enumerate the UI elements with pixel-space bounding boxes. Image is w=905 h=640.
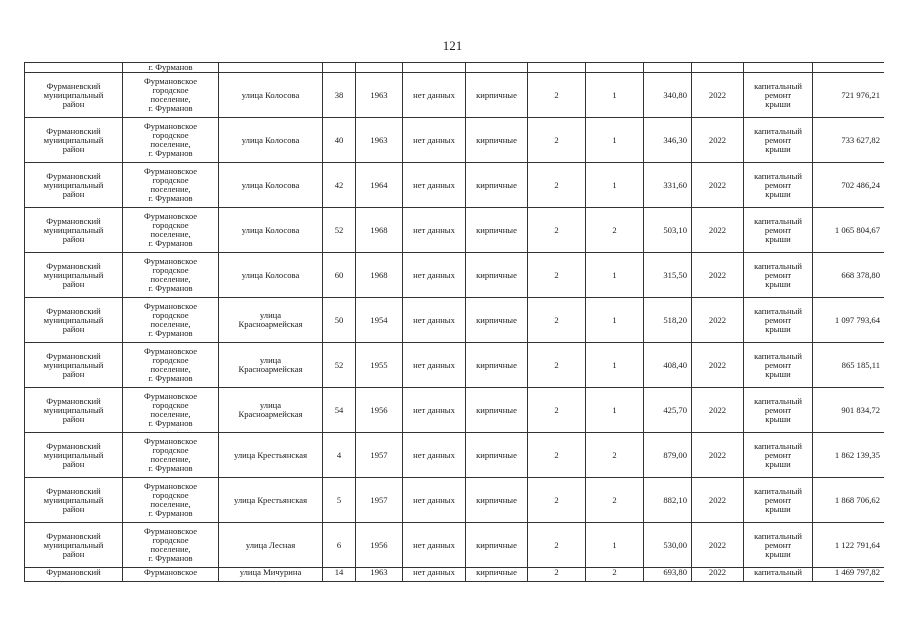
cell-settlement: Фурмановское городское поселение, г. Фурманов <box>123 208 219 253</box>
cell-walls: кирпичные <box>466 433 528 478</box>
table-row <box>25 523 885 568</box>
page-number: 121 <box>442 38 463 53</box>
cell-cost: 721 976,21 <box>813 73 885 118</box>
cell-entrances: 2 <box>586 568 644 582</box>
cell-district: Фурмановский муниципальный район <box>25 478 123 523</box>
cell-district: Фурмановский муниципальный район <box>25 343 123 388</box>
cell-house: 4 <box>323 433 356 478</box>
table-row <box>25 208 885 253</box>
cell-floors: 2 <box>528 523 586 568</box>
cell-walls: кирпичные <box>466 523 528 568</box>
table-row <box>25 388 885 433</box>
cell-plan-year: 2022 <box>692 163 744 208</box>
cell-street: улица Мичурина <box>219 568 323 582</box>
cell-area <box>644 63 692 73</box>
cell-series: нет данных <box>403 208 466 253</box>
cell-settlement: Фурмановское городское поселение, г. Фурманов <box>123 388 219 433</box>
cell-cost: 1 065 804,67 <box>813 208 885 253</box>
cell-floors: 2 <box>528 253 586 298</box>
cell-street: улица Колосова <box>219 163 323 208</box>
cell-district: Фурманевский муниципальный район <box>25 73 123 118</box>
table-body <box>25 63 885 582</box>
table-row <box>25 73 885 118</box>
cell-walls: кирпичные <box>466 478 528 523</box>
cell-work: капитальный ремонт крыши <box>744 523 813 568</box>
cell-cost: 1 097 793,64 <box>813 298 885 343</box>
cell-district: Фурмановский муниципальный район <box>25 118 123 163</box>
cell-floors: 2 <box>528 343 586 388</box>
cell-plan-year: 2022 <box>692 73 744 118</box>
cell-walls: кирпичные <box>466 73 528 118</box>
cell-entrances: 1 <box>586 343 644 388</box>
cell-cost: 702 486,24 <box>813 163 885 208</box>
cell-year: 1963 <box>356 568 403 582</box>
cell-walls: кирпичные <box>466 163 528 208</box>
cell-plan-year: 2022 <box>692 568 744 582</box>
cell-district: Фурмановский муниципальный район <box>25 298 123 343</box>
cell-floors: 2 <box>528 73 586 118</box>
cell-floors: 2 <box>528 478 586 523</box>
cell-work: капитальный ремонт крыши <box>744 253 813 298</box>
cell-cost: 1 122 791,64 <box>813 523 885 568</box>
cell-area: 346,30 <box>644 118 692 163</box>
cell-walls: кирпичные <box>466 343 528 388</box>
cell-cost: 865 185,11 <box>813 343 885 388</box>
cell-cost: 1 469 797,82 <box>813 568 885 582</box>
cell-street: улица Крестьянская <box>219 478 323 523</box>
housing-table-wrap <box>24 62 884 590</box>
cell-work <box>744 63 813 73</box>
cell-area: 340,80 <box>644 73 692 118</box>
cell-street: улица Лесная <box>219 523 323 568</box>
cell-house: 42 <box>323 163 356 208</box>
cell-house: 60 <box>323 253 356 298</box>
table-row <box>25 433 885 478</box>
cell-walls: кирпичные <box>466 388 528 433</box>
cell-settlement: г. Фурманов <box>123 63 219 73</box>
cell-street: улица Колосова <box>219 118 323 163</box>
cell-plan-year: 2022 <box>692 208 744 253</box>
cell-walls: кирпичные <box>466 568 528 582</box>
cell-entrances: 1 <box>586 298 644 343</box>
cell-street: улица Красноармейская <box>219 298 323 343</box>
cell-house: 38 <box>323 73 356 118</box>
table-row <box>25 478 885 523</box>
cell-series <box>403 63 466 73</box>
cell-series: нет данных <box>403 73 466 118</box>
cell-floors: 2 <box>528 388 586 433</box>
cell-plan-year: 2022 <box>692 433 744 478</box>
table-row <box>25 343 885 388</box>
cell-area: 315,50 <box>644 253 692 298</box>
housing-table <box>24 62 884 582</box>
cell-year: 1957 <box>356 478 403 523</box>
cell-floors: 2 <box>528 433 586 478</box>
cell-series: нет данных <box>403 343 466 388</box>
cell-walls: кирпичные <box>466 118 528 163</box>
cell-year: 1964 <box>356 163 403 208</box>
cell-entrances: 2 <box>586 208 644 253</box>
cell-floors: 2 <box>528 118 586 163</box>
cell-series: нет данных <box>403 118 466 163</box>
cell-settlement: Фурмановское городское поселение, г. Фурманов <box>123 163 219 208</box>
cell-house: 40 <box>323 118 356 163</box>
continuation-row <box>25 63 885 73</box>
cell-cost: 668 378,80 <box>813 253 885 298</box>
cell-area: 503,10 <box>644 208 692 253</box>
cell-house: 52 <box>323 208 356 253</box>
cell-district: Фурмановский муниципальный район <box>25 433 123 478</box>
cell-series: нет данных <box>403 568 466 582</box>
cell-area: 693,80 <box>644 568 692 582</box>
cell-settlement: Фурмановское городское поселение, г. Фурманов <box>123 343 219 388</box>
cell-floors: 2 <box>528 298 586 343</box>
cell-work: капитальный ремонт крыши <box>744 208 813 253</box>
cell-house: 50 <box>323 298 356 343</box>
cell-plan-year: 2022 <box>692 298 744 343</box>
cell-house <box>323 63 356 73</box>
cell-settlement: Фурмановское городское поселение, г. Фурманов <box>123 253 219 298</box>
cell-walls <box>466 63 528 73</box>
cell-district: Фурмановский муниципальный район <box>25 208 123 253</box>
cell-year <box>356 63 403 73</box>
cell-plan-year: 2022 <box>692 478 744 523</box>
cell-work: капитальный ремонт крыши <box>744 433 813 478</box>
cell-entrances: 1 <box>586 388 644 433</box>
cell-district: Фурмановский муниципальный район <box>25 253 123 298</box>
cell-plan-year: 2022 <box>692 523 744 568</box>
cell-work: капитальный ремонт крыши <box>744 163 813 208</box>
cell-entrances <box>586 63 644 73</box>
cell-house: 5 <box>323 478 356 523</box>
cell-house: 52 <box>323 343 356 388</box>
cell-year: 1955 <box>356 343 403 388</box>
cell-entrances: 1 <box>586 118 644 163</box>
cell-series: нет данных <box>403 298 466 343</box>
cell-entrances: 1 <box>586 73 644 118</box>
table-row <box>25 163 885 208</box>
cell-entrances: 1 <box>586 523 644 568</box>
cell-settlement: Фурмановское городское поселение, г. Фурманов <box>123 118 219 163</box>
cell-district: Фурмановский <box>25 568 123 582</box>
cell-plan-year: 2022 <box>692 253 744 298</box>
cell-area: 882,10 <box>644 478 692 523</box>
cell-area: 408,40 <box>644 343 692 388</box>
cell-year: 1957 <box>356 433 403 478</box>
cell-walls: кирпичные <box>466 208 528 253</box>
cell-year: 1963 <box>356 118 403 163</box>
cell-series: нет данных <box>403 388 466 433</box>
cell-cost: 1 868 706,62 <box>813 478 885 523</box>
cell-street: улица Красноармейская <box>219 388 323 433</box>
cell-walls: кирпичные <box>466 298 528 343</box>
cell-work: капитальный ремонт крыши <box>744 343 813 388</box>
cell-plan-year: 2022 <box>692 388 744 433</box>
cell-floors: 2 <box>528 568 586 582</box>
table-row <box>25 298 885 343</box>
cell-work: капитальный ремонт крыши <box>744 298 813 343</box>
cell-series: нет данных <box>403 523 466 568</box>
cell-series: нет данных <box>403 433 466 478</box>
cell-street: улица Колосова <box>219 73 323 118</box>
cell-settlement: Фурмановское городское поселение, г. Фурманов <box>123 298 219 343</box>
cell-house: 14 <box>323 568 356 582</box>
cell-plan-year: 2022 <box>692 118 744 163</box>
cell-work: капитальный ремонт крыши <box>744 118 813 163</box>
table-row <box>25 253 885 298</box>
cell-street: улица Красноармейская <box>219 343 323 388</box>
cell-settlement: Фурмановское городское поселение, г. Фурманов <box>123 73 219 118</box>
cell-walls: кирпичные <box>466 253 528 298</box>
cell-series: нет данных <box>403 478 466 523</box>
cell-plan-year: 2022 <box>692 343 744 388</box>
cell-district: Фурмановский муниципальный район <box>25 163 123 208</box>
cell-year: 1968 <box>356 208 403 253</box>
cell-work: капитальный ремонт крыши <box>744 478 813 523</box>
cell-year: 1956 <box>356 523 403 568</box>
cell-settlement: Фурмановское городское поселение, г. Фурманов <box>123 478 219 523</box>
cell-year: 1956 <box>356 388 403 433</box>
cell-entrances: 2 <box>586 433 644 478</box>
cell-district: Фурмановский муниципальный район <box>25 388 123 433</box>
cell-settlement: Фурмановское <box>123 568 219 582</box>
cell-area: 518,20 <box>644 298 692 343</box>
table-row <box>25 568 885 582</box>
cell-area: 879,00 <box>644 433 692 478</box>
cell-work: капитальный <box>744 568 813 582</box>
cell-street <box>219 63 323 73</box>
cell-district <box>25 63 123 73</box>
cell-entrances: 1 <box>586 253 644 298</box>
cell-house: 6 <box>323 523 356 568</box>
cell-area: 331,60 <box>644 163 692 208</box>
cell-settlement: Фурмановское городское поселение, г. Фурманов <box>123 523 219 568</box>
cell-entrances: 1 <box>586 163 644 208</box>
cell-series: нет данных <box>403 253 466 298</box>
cell-series: нет данных <box>403 163 466 208</box>
cell-cost <box>813 63 885 73</box>
cell-house: 54 <box>323 388 356 433</box>
cell-entrances: 2 <box>586 478 644 523</box>
cell-street: улица Колосова <box>219 208 323 253</box>
cell-floors: 2 <box>528 163 586 208</box>
cell-street: улица Крестьянская <box>219 433 323 478</box>
cell-floors <box>528 63 586 73</box>
cell-area: 530,00 <box>644 523 692 568</box>
cell-cost: 1 862 139,35 <box>813 433 885 478</box>
cell-plan-year <box>692 63 744 73</box>
cell-street: улица Колосова <box>219 253 323 298</box>
cell-work: капитальный ремонт крыши <box>744 73 813 118</box>
cell-area: 425,70 <box>644 388 692 433</box>
cell-cost: 901 834,72 <box>813 388 885 433</box>
cell-work: капитальный ремонт крыши <box>744 388 813 433</box>
cell-floors: 2 <box>528 208 586 253</box>
cell-year: 1963 <box>356 73 403 118</box>
cell-year: 1954 <box>356 298 403 343</box>
cell-district: Фурмановский муниципальный район <box>25 523 123 568</box>
cell-settlement: Фурмановское городское поселение, г. Фурманов <box>123 433 219 478</box>
cell-year: 1968 <box>356 253 403 298</box>
table-row <box>25 118 885 163</box>
cell-cost: 733 627,82 <box>813 118 885 163</box>
